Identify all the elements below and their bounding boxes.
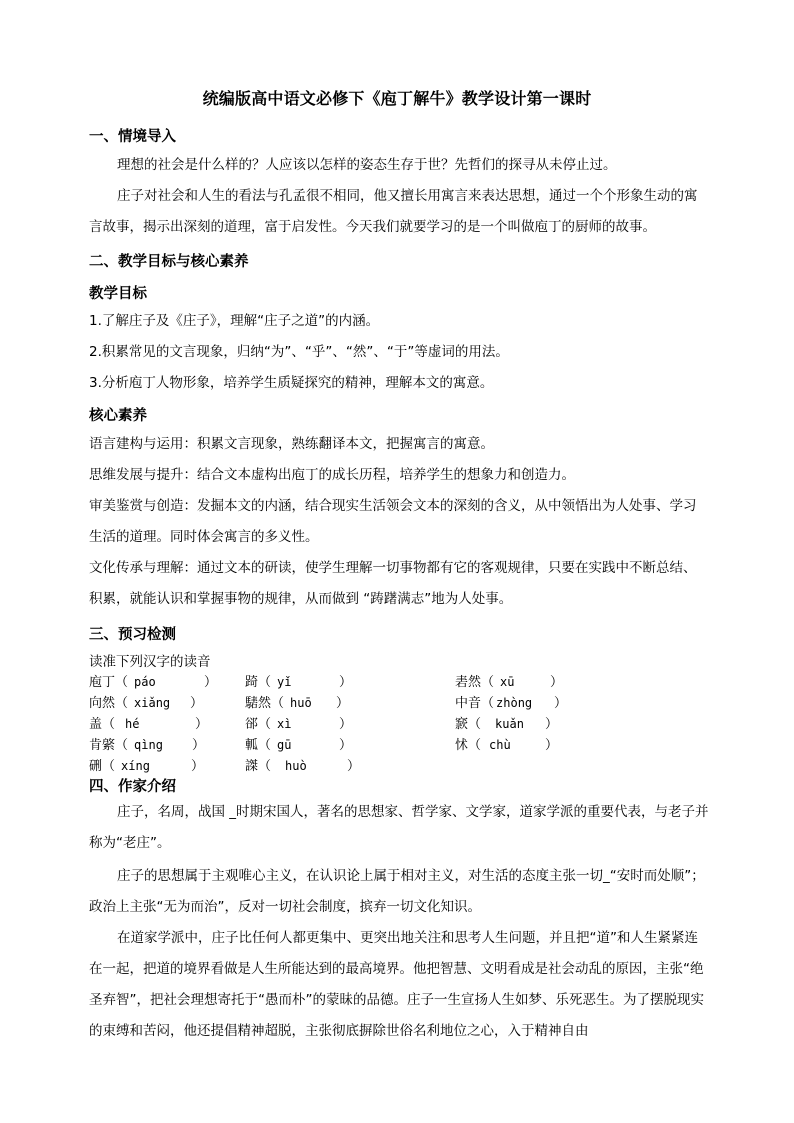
document-title: 统编版高中语文必修下《庖丁解牛》教学设计第一课时 [202, 89, 592, 108]
literacy-item-4: 文化传承与理解：通过文本的研读，使学生理解一切事物都有它的客观规律，只要在实践中不断总结、积累，就能认识和掌握事物的规律，从而做到 “踌躇满志”地为人处事。 [89, 560, 697, 607]
pronunciation-item: 肯綮（ qìng ） [89, 738, 206, 753]
goal-item-3: 3.分析庖丁人物形象，培养学生质疑探究的精神，理解本文的寓意。 [89, 375, 494, 391]
pronunciation-row [89, 755, 709, 776]
paragraph-intro-2: 庄子对社会和人生的看法与孔孟很不相同，他又擅长用寓言来表达思想，通过一个个形象生动的寓言故事，揭示出深刻的道理，富于启发性。今天我们就要学习的是一个叫做庖丁的厨师的故事。 [89, 188, 698, 235]
pronunciation-item: 軱（ gū ） [245, 738, 353, 753]
pronunciation-item: 硎（ xíng ） [89, 759, 205, 774]
pronunciation-row [89, 734, 709, 755]
pronunciation-item: 盖（ hé ） [89, 717, 209, 732]
literacy-item-2: 思维发展与提升：结合文本虚构出庖丁的成长历程，培养学生的想象力和创造力。 [89, 467, 575, 483]
literacy-item-3: 审美鉴赏与创造：发掘本文的内涵，结合现实生活领会文本的深刻的含义，从中领悟出为人处事、学习生活的道理。同时体会寓言的多义性。 [89, 498, 697, 545]
pronunciation-item: 郤（ xì ） [245, 717, 353, 732]
pronunciation-row [89, 671, 709, 692]
section-heading-intro: 一、情境导入 [89, 129, 176, 145]
paragraph-intro-1: 理想的社会是什么样的？人应该以怎样的姿态生存于世？先哲们的探寻从未停止过。 [117, 157, 617, 173]
goal-item-2: 2.积累常见的文言现象，归纳“为”、“乎”、“然”、“于”等虚词的用法。 [89, 344, 509, 360]
pronunciation-item: 窾（ kuǎn ） [455, 717, 559, 732]
subheading-core-literacy: 核心素养 [89, 408, 147, 424]
pronunciation-row [89, 713, 709, 734]
paragraph-author-3: 在道家学派中，庄子比任何人都更集中、更突出地关注和思考人生问题，并且把“道”和人生紧紧连在一起，把道的境界看做是人生所能达到的最高境界。他把智慧、文明看成是社会动乱的原因，主张“绝圣弃智”，把社会理想寄托于“愚而朴”的蒙昧的品德。庄子一生宣扬人生如梦、乐死恶生。为了摆脱现实的束缚和苦闷，他还提倡精神超脱，主张彻底摒除世俗名利地位之心，入于精神自由 [89, 930, 704, 1039]
paragraph-author-2: 庄子的思想属于主观唯心主义，在认识论上属于相对主义，对生活的态度主张一切_“安时而处顺”；政治上主张“无为而治”，反对一切社会制度，摈弃一切文化知识。 [89, 868, 705, 915]
pronunciation-item: 中音（ zhòng ） [455, 696, 568, 711]
section-heading-goals: 二、教学目标与核心素养 [89, 254, 249, 270]
pronunciation-item: 向然（ xiǎng ） [89, 696, 204, 711]
section-heading-author: 四、作家介绍 [89, 779, 176, 795]
pronunciation-row [89, 692, 709, 713]
pronunciation-item: 騞然（ huō ） [245, 696, 350, 711]
subheading-teaching-goals: 教学目标 [89, 286, 147, 302]
pronunciation-item: 踦（ yǐ ） [245, 675, 353, 690]
pronunciation-item: 砉然（ xū ） [455, 675, 564, 690]
preview-instruction: 读准下列汉字的读音 [89, 654, 211, 670]
goal-item-1: 1.了解庄子及《庄子》，理解“庄子之道”的内涵。 [89, 313, 380, 329]
pronunciation-item: 庖丁（ páo ） [89, 675, 218, 690]
section-heading-preview: 三、预习检测 [89, 627, 176, 643]
paragraph-author-1: 庄子，名周，战国 _时期宋国人，著名的思想家、哲学家、文学家，道家学派的重要代表，与老子并称为“老庄”。 [89, 804, 709, 851]
literacy-item-1: 语言建构与运用：积累文言现象，熟练翻译本文，把握寓言的寓意。 [89, 436, 494, 452]
pronunciation-item: 謋（ huò ） [245, 759, 361, 774]
pronunciation-item: 怵（ chù ） [455, 738, 559, 753]
